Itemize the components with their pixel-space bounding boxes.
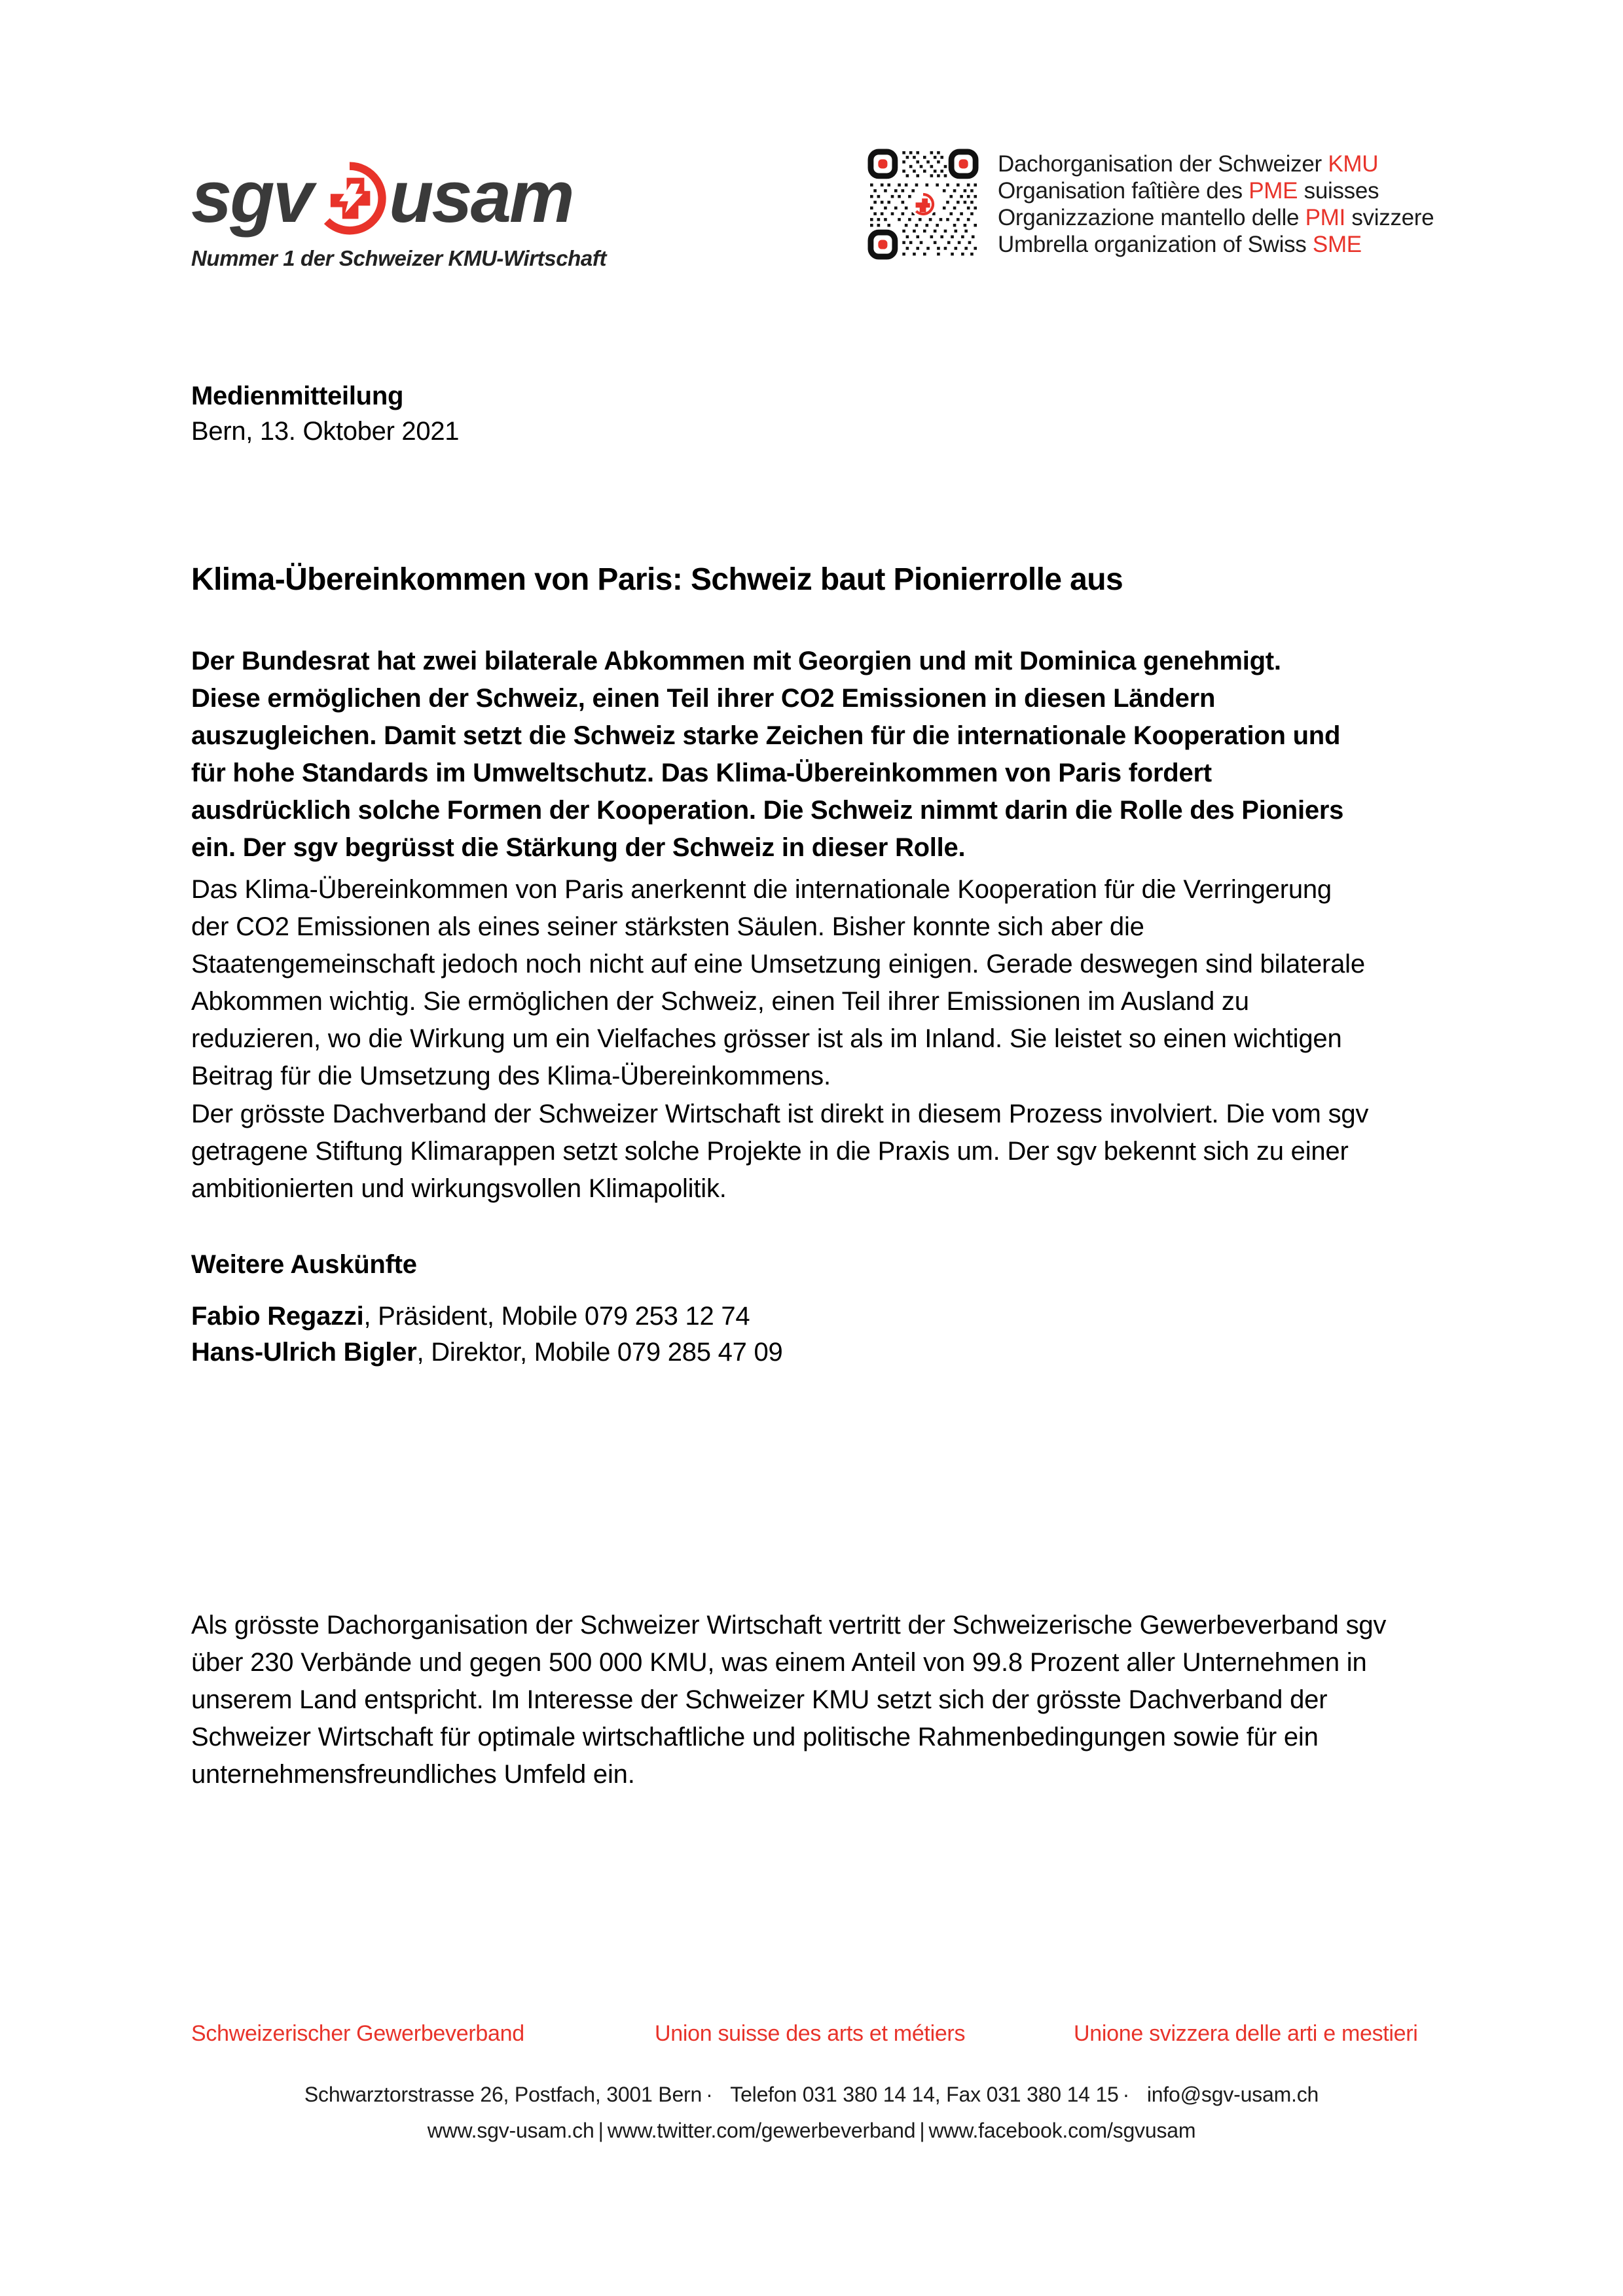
qr-tagline-it	[998, 204, 1434, 231]
release-type-label: Medienmitteilung	[191, 382, 404, 410]
document-header	[0, 0, 1623, 308]
footer-link-facebook[interactable]: www.facebook.com/sgvusam	[928, 2119, 1196, 2142]
logo-text-usam: usam	[389, 156, 573, 238]
footer-separator-1: ·	[706, 2083, 713, 2106]
footer-email[interactable]: info@sgv-usam.ch	[1146, 2083, 1319, 2106]
footer-title-fr: Union suisse des arts et métiers	[655, 2021, 966, 2046]
footer-title-row	[0, 2019, 1623, 2058]
footer-link-separator-2: |	[919, 2119, 925, 2142]
qr-tagline-fr-text: Organisation faîtière des	[998, 178, 1249, 204]
sgv-usam-logo	[191, 158, 610, 271]
qr-tagline-fr	[998, 177, 1434, 204]
contact-list	[191, 1299, 1108, 1371]
footer-links-line	[0, 2113, 1623, 2149]
qr-tagline-en-text: Umbrella organization of Swiss	[998, 232, 1313, 257]
qr-tagline-de-text: Dachorganisation der Schweizer	[998, 151, 1328, 177]
sgv-circle-cross-emblem-icon	[313, 162, 386, 235]
qr-tagline-list	[998, 147, 1434, 258]
footer-link-separator-1: |	[598, 2119, 604, 2142]
qr-tagline-it-accent: PMI	[1305, 205, 1345, 230]
footer-address-line	[0, 2077, 1623, 2113]
qr-tagline-fr-accent: PME	[1249, 178, 1298, 204]
qr-tagline-de	[998, 151, 1434, 177]
footer-link-twitter[interactable]: www.twitter.com/gewerbeverband	[607, 2119, 916, 2142]
qr-tagline-en-accent: SME	[1312, 232, 1362, 257]
footer-contact-block	[0, 2077, 1623, 2149]
contact-section-heading: Weitere Auskünfte	[191, 1250, 417, 1279]
footer-separator-2: ·	[1122, 2083, 1130, 2106]
logo-tagline: Nummer 1 der Schweizer KMU-Wirtschaft	[191, 246, 607, 270]
qr-tagline-de-accent: KMU	[1328, 151, 1379, 177]
contact-name-president: Fabio Regazzi	[191, 1302, 364, 1331]
logo-wordmark	[191, 158, 610, 236]
footer-title-it: Unione svizzera delle arti e mestieri	[1074, 2021, 1418, 2046]
qr-code-icon[interactable]	[866, 147, 981, 262]
page-title: Klima-Übereinkommen von Paris: Schweiz baut Pionierrolle aus	[191, 562, 1123, 598]
release-place-date: Bern, 13. Oktober 2021	[191, 417, 460, 446]
body-paragraph-1: Das Klima-Übereinkommen von Paris anerkennt die internationale Kooperation für die Verringerung der CO2 Emissionen als eines seiner stärksten Säulen. Bisher konnte sich aber die Staatengemeinschaft jedoch noch nicht auf eine Umsetzung einigen. Gerade deswegen sind bilaterale Abkommen wichtig. Sie ermöglichen der Schweiz, einen Teil ihrer Emissionen im Ausland zu reduzieren, wo die Wirkung um ein Vielfaches grösser ist als im Inland. Sie leistet so einen wichtigen Beitrag für die Umsetzung des Klima-Übereinkommens.	[191, 875, 1365, 1090]
contact-item-director	[191, 1335, 1108, 1371]
footer-title-de: Schweizerischer Gewerbeverband	[191, 2021, 524, 2046]
contact-details-president: , Präsident, Mobile 079 253 12 74	[363, 1302, 750, 1331]
document-footer	[0, 2019, 1623, 2149]
boilerplate-paragraph: Als grösste Dachorganisation der Schweizer Wirtschaft vertritt der Schweizerische Gewerbeverband sgv über 230 Verbände und gegen 500 000 KMU, was einem Anteil von 99.8 Prozent aller Unternehmen in unserem Land entspricht. Im Interesse der Schweizer KMU setzt sich der grösste Dachverband der Schweizer Wirtschaft für optimale wirtschaftliche und politische Rahmenbedingungen sowie für ein unternehmensfreundliches Umfeld ein.	[191, 1611, 1387, 1789]
body-paragraph-2: Der grösste Dachverband der Schweizer Wirtschaft ist direkt in diesem Prozess involviert. Die vom sgv getragene Stiftung Klimarappen setzt solche Projekte in die Praxis um. Der sgv bekennt sich zu einer ambitionierten und wirkungsvollen Klimapolitik.	[191, 1100, 1369, 1203]
qr-tagline-it-text: Organizzazione mantello delle	[998, 205, 1305, 230]
contact-details-director: , Direktor, Mobile 079 285 47 09	[416, 1338, 783, 1367]
footer-address: Schwarztorstrasse 26, Postfach, 3001 Bern	[304, 2083, 702, 2106]
lead-paragraph: Der Bundesrat hat zwei bilaterale Abkommen mit Georgien und mit Dominica genehmigt. Diese ermöglichen der Schweiz, einen Teil ihrer CO2 Emissionen in diesen Ländern auszugleichen. Damit setzt die Schweiz starke Zeichen für die internationale Kooperation und für hohe Standards im Umweltschutz. Das Klima-Übereinkommen von Paris fordert ausdrücklich solche Formen der Kooperation. Die Schweiz nimmt darin die Rolle des Pioniers ein. Der sgv begrüsst die Stärkung der Schweiz in dieser Rolle.	[191, 647, 1344, 862]
logo-text-sgv: sgv	[191, 156, 312, 238]
footer-link-website[interactable]: www.sgv-usam.ch	[427, 2119, 594, 2142]
contact-name-director: Hans-Ulrich Bigler	[191, 1338, 417, 1367]
qr-tagline-it-tail: svizzere	[1345, 205, 1434, 230]
contact-item-president	[191, 1299, 1108, 1335]
qr-tagline-en	[998, 231, 1434, 258]
qr-and-taglines	[866, 147, 1434, 262]
qr-tagline-fr-tail: suisses	[1298, 178, 1379, 204]
footer-phone: Telefon 031 380 14 14, Fax 031 380 14 15	[730, 2083, 1119, 2106]
